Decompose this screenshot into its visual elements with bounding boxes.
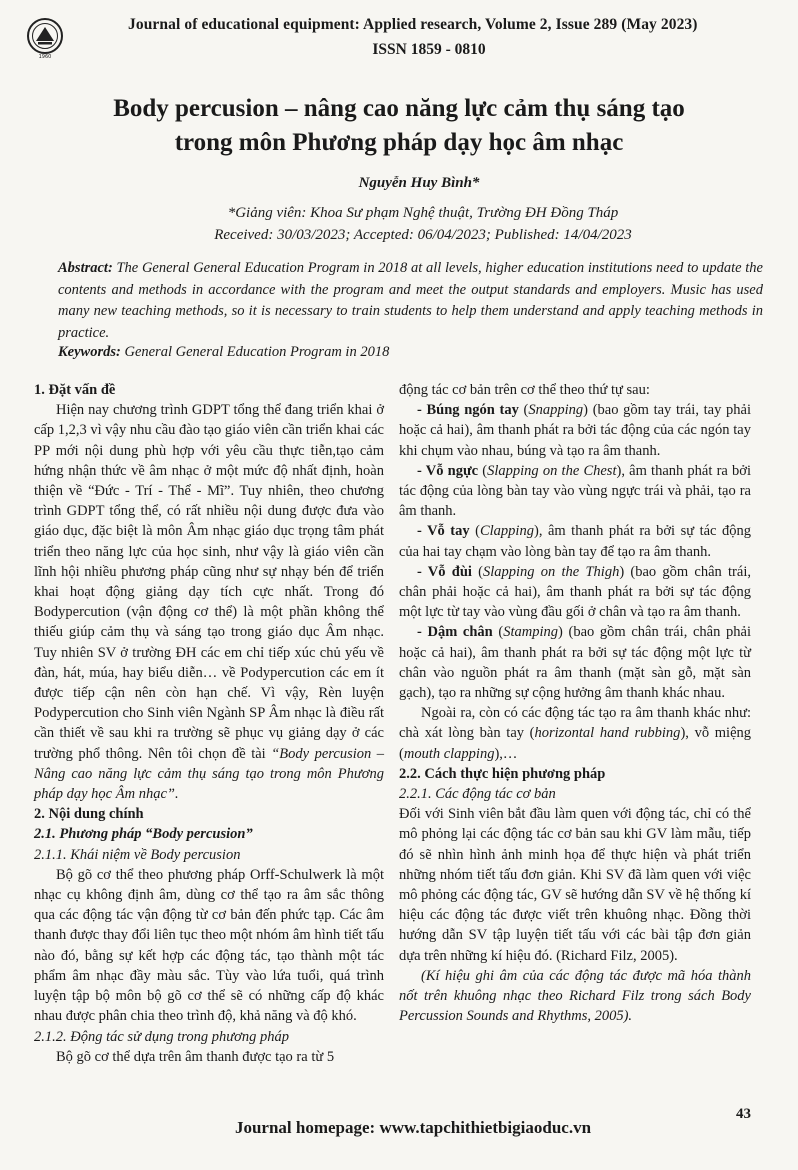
affiliation: *Giảng viên: Khoa Sư phạm Nghệ thuật, Trường ĐH Đồng Tháp	[227, 205, 619, 221]
section-1-paragraph: Hiện nay chương trình GDPT tổng thể đang triển khai ở cấp 1,2,3 vì vậy nhu cầu đào tạo giáo viên cần triển khai các PP mới nội dung phù hợp với yêu cầu thực tiễn,tạo cảm hứng nhận thức về âm nhạc ở một mức độ nhất định, hoàn thiện về “Đức - Trí - Thể - Mĩ”. Tuy nhiên, theo chương trình GDPT tổng thể, có rất nhiều nội dung được đưa vào giáo dục, đặc biệt là môn Âm nhạc giáo dục trọng tâm phát triển theo năng lực của học sinh, như vậy là giáo viên cần lĩnh hội nhiều phương pháp cũng như sự nhạy bén để triển khai hoạt động giảng dạy tích cực nhất. Trong đó Bodypercution (vận động cơ thể) là một phần không thể thiếu giúp cảm thụ và sáng tạo trong giáo dục Âm nhạc. Tuy nhiên SV ở trường ĐH các em chỉ tiếp xúc chủ yếu về đàn, hát, múa, hay biểu diễn… về Podypercution các em ít được tiếp cận nên còn hạn chế. Vì vậy, Rèn luyện Podypercution cho Sinh viên Ngành SP Âm nhạc là điều rất cần thiết về sau khi ra trường sẽ phục vụ giảng dạy ở các trường phổ thông. Nên tôi chọn đề tài “Body percusion – Nâng cao năng lực cảm thụ sáng tạo trong môn Phương pháp dạy học Âm nhạc”.	[34, 402, 384, 803]
right-column	[399, 380, 751, 1027]
left-column	[34, 380, 384, 1067]
title-line-1: Body percusion – nâng cao năng lực cảm thụ sáng tạo	[113, 95, 685, 122]
move-item: - Vỗ tay (Clapping), âm thanh phát ra bởi sự tác động của hai tay chạm vào lòng bàn tay để tạo ra âm thanh.	[399, 523, 751, 560]
move-item: - Vỗ đùi (Slapping on the Thigh) (bao gồm chân trái, chân phải hoặc cả hai), âm thanh phát ra bởi sự tác động một lực từ tay vào vùng đầu gối ở chân và tạo ra âm thanh.	[399, 563, 751, 621]
keywords	[58, 344, 763, 361]
svg-text:1960: 1960	[38, 54, 52, 60]
section-2-heading: 2. Nội dung chính	[34, 806, 144, 823]
move-item: - Vỗ ngực (Slapping on the Chest), âm thanh phát ra bởi tác động của lòng bàn tay vào vùng ngực trái và phải, tạo ra âm thanh.	[399, 462, 751, 520]
section-1-heading: 1. Đặt vấn đề	[34, 382, 116, 398]
keywords-text: General General Education Program in 2018	[120, 344, 390, 360]
abstract	[58, 258, 763, 344]
keywords-label: Keywords:	[58, 344, 121, 360]
journal-header: Journal of educational equipment: Applied research, Volume 2, Issue 289 (May 2023)	[128, 16, 698, 33]
journal-homepage: Journal homepage: www.tapchithietbigiaoduc.vn	[234, 1118, 592, 1137]
topic-title: “Body percusion – Nâng cao năng lực cảm thụ sáng tạo trong môn Phương pháp dạy học Âm nhạc”.	[34, 745, 384, 803]
section-2-2-1-paragraph: Đối với Sinh viên bắt đầu làm quen với động tác, chỉ có thể mô phỏng lại các động tác cơ bản sau khi GV làm mẫu, tiếp đó sẽ nhìn hình ảnh minh họa để thực hiện và phát triển những nhóm tiết tấu đơn giản. Khi SV đã làm quen với việc mô phỏng các động tác, GV sẽ hướng dẫn SV về hệ thống kí hiệu các động tác được viết trên khuông nhạc. Đồng thời hướng dẫn SV tập luyện tiết tấu với các bài tập đơn giản dựa trên những kí hiệu đó. (Richard Filz, 2005).	[399, 806, 751, 964]
page-number: 43	[736, 1106, 751, 1122]
other-moves-paragraph: Ngoài ra, còn có các động tác tạo ra âm thanh khác như: chà xát lòng bàn tay (horizontal hand rubbing), vỗ miệng (mouth clapping),…	[399, 705, 752, 762]
move-item: - Dậm chân (Stamping) (bao gồm chân trái, chân phải hoặc cả hai), âm thanh phát ra bởi sự tác động một lực từ chân vào nguồn phát ra âm thanh (mặt sàn gỗ, mặt sàn gạch), tạo ra những sự cộng hưởng âm thanh khác nhau.	[399, 624, 751, 702]
section-2-1-1-heading: 2.1.1. Khái niệm về Body percusion	[34, 846, 241, 863]
moves-intro: động tác cơ bản trên cơ thể theo thứ tự sau:	[399, 382, 650, 398]
section-2-2-heading: 2.2. Cách thực hiện phương pháp	[399, 765, 606, 782]
section-2-1-1-paragraph: Bộ gõ cơ thể theo phương pháp Orff-Schulwerk là một nhạc cụ không định âm, dùng cơ thể tạo ra âm sắc thông qua các động tác vận động từ cơ bản đến phức tạp. Các âm thanh được thay đổi liên tục theo một nhóm âm hình tiết tấu nào đó, bằng sự kết hợp các động tác, tạo thành một tác phẩm âm nhạc đầy màu sắc. Tùy vào lứa tuổi, quá trình luyện tập bộ môn bộ gõ cơ thể sẽ có những cấp độ khác nhau được phân chia theo trình độ, khả năng và độ khó.	[34, 866, 384, 1025]
section-2-1-2-paragraph: Bộ gõ cơ thể dựa trên âm thanh được tạo ra từ 5	[56, 1048, 335, 1065]
notation-note: (Kí hiệu ghi âm của các động tác được mã hóa thành nốt trên khuông nhạc theo Richard Filz trong sách Body Percussion Sounds and Rhythms, 2005).	[399, 967, 751, 1025]
author: Nguyễn Huy Bình*	[358, 175, 480, 191]
dates: Received: 30/03/2023; Accepted: 06/04/2023; Published: 14/04/2023	[214, 227, 632, 243]
affiliation-block	[0, 202, 798, 246]
issn: ISSN 1859 - 0810	[372, 41, 486, 58]
title-line-2: trong môn Phương pháp dạy học âm nhạc	[174, 129, 624, 156]
section-2-1-2-heading: 2.1.2. Động tác sử dụng trong phương pháp	[34, 1028, 290, 1045]
section-2-2-1-heading: 2.2.1. Các động tác cơ bản	[399, 786, 556, 803]
move-item: - Búng ngón tay (Snapping) (bao gồm tay trái, tay phải hoặc cả hai), âm thanh phát ra bởi tác động của các ngón tay khi chụm vào nhau, búng và tạo ra âm thanh.	[399, 402, 751, 459]
article-title	[40, 92, 758, 160]
section-2-1-heading: 2.1. Phương pháp “Body percusion”	[34, 826, 253, 843]
abstract-label: Abstract:	[58, 260, 113, 276]
abstract-text: The General General Education Program in 2018 at all levels, higher education institutions need to update the contents and methods in accordance with the program and meet the output standards and employers. Music has used many new teaching methods, so it is necessary to train students to help them understand and apply teaching methods in practice.	[58, 260, 763, 341]
